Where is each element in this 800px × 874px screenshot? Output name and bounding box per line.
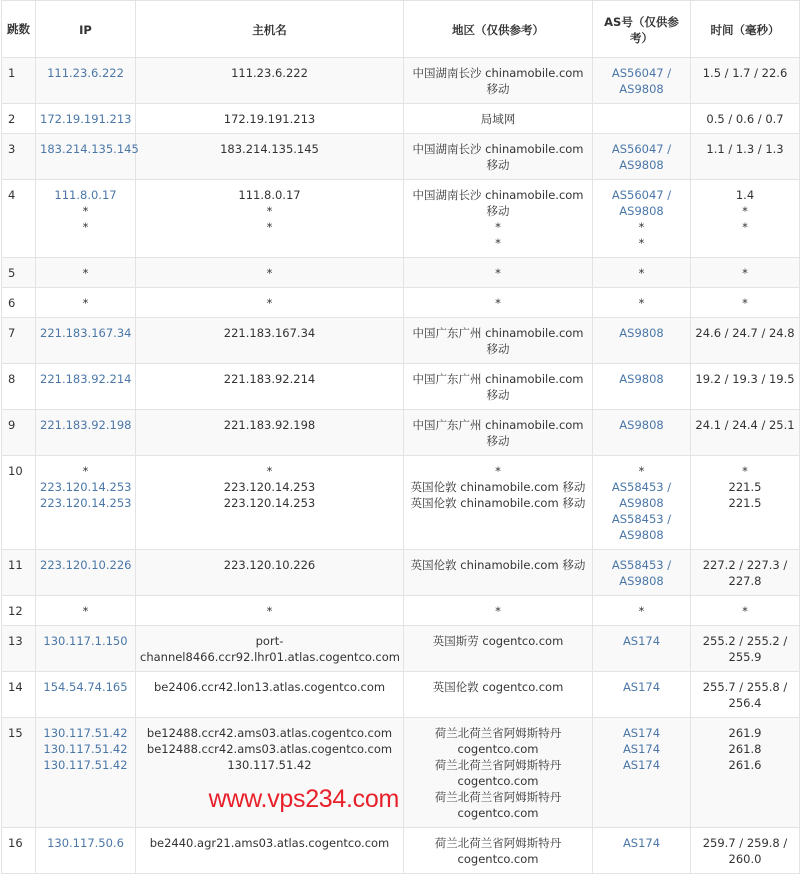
as-link[interactable]: AS58453 / AS9808 xyxy=(611,480,672,510)
time-cell-text: 221.5 xyxy=(728,480,762,494)
hostname-cell-text: * xyxy=(266,464,273,478)
hop-cell: 3 xyxy=(2,134,36,180)
location-cell-text: 荷兰北荷兰省阿姆斯特丹 cogentco.com xyxy=(434,836,562,866)
time-cell xyxy=(691,550,800,596)
table-row xyxy=(2,550,800,596)
ip-cell xyxy=(36,550,136,596)
ip-cell xyxy=(36,828,136,874)
as-cell xyxy=(593,626,691,672)
time-cell-text: 227.2 / 227.3 / 227.8 xyxy=(702,558,788,588)
hostname-cell xyxy=(136,58,404,104)
ip-link[interactable]: 183.214.135.145 xyxy=(40,142,139,156)
traceroute-table xyxy=(1,0,800,874)
time-cell xyxy=(691,364,800,410)
header-time: 时间（毫秒） xyxy=(691,1,800,58)
as-link[interactable]: AS56047 / AS9808 xyxy=(611,142,672,172)
table-header xyxy=(2,1,800,58)
hostname-cell-text: * xyxy=(266,604,273,618)
time-cell xyxy=(691,410,800,456)
hostname-cell-text: 111.8.0.17 xyxy=(238,188,301,202)
table-row xyxy=(2,596,800,626)
location-cell-text: 局域网 xyxy=(480,112,516,126)
time-cell-text: 1.1 / 1.3 / 1.3 xyxy=(706,142,784,156)
as-link[interactable]: AS174 xyxy=(622,836,661,850)
location-cell-text: 荷兰北荷兰省阿姆斯特丹 cogentco.com xyxy=(434,790,562,820)
location-cell xyxy=(404,104,593,134)
as-link[interactable]: AS58453 / AS9808 xyxy=(611,558,672,588)
hostname-cell xyxy=(136,258,404,288)
time-cell-text: 1.5 / 1.7 / 22.6 xyxy=(702,66,788,80)
header-as: AS号（仅供参考） xyxy=(593,1,691,58)
hostname-cell xyxy=(136,364,404,410)
as-cell-text: * xyxy=(638,266,645,280)
as-link[interactable]: AS174 xyxy=(622,758,661,772)
time-cell xyxy=(691,626,800,672)
location-cell xyxy=(404,318,593,364)
table-row xyxy=(2,410,800,456)
hostname-cell-text: * xyxy=(266,220,273,234)
location-cell-text: 中国广东广州 chinamobile.com 移动 xyxy=(412,418,584,448)
hop-cell: 16 xyxy=(2,828,36,874)
as-link[interactable]: AS9808 xyxy=(619,372,664,386)
hostname-cell-text: be2406.ccr42.lon13.atlas.cogentco.com xyxy=(153,680,386,694)
as-cell xyxy=(593,134,691,180)
ip-link[interactable]: 221.183.167.34 xyxy=(40,326,132,340)
hop-cell: 15 xyxy=(2,718,36,828)
ip-cell-text: * xyxy=(82,296,89,310)
as-cell xyxy=(593,828,691,874)
location-cell xyxy=(404,288,593,318)
time-cell xyxy=(691,596,800,626)
hostname-cell-text: port-channel8466.ccr92.lhr01.atlas.cogentco.com xyxy=(140,634,400,664)
time-cell-text: 24.1 / 24.4 / 25.1 xyxy=(695,418,795,432)
location-cell xyxy=(404,550,593,596)
as-link[interactable]: AS174 xyxy=(622,634,661,648)
hop-cell: 5 xyxy=(2,258,36,288)
time-cell-text: 255.7 / 255.8 / 256.4 xyxy=(702,680,788,710)
location-cell xyxy=(404,718,593,828)
as-cell xyxy=(593,364,691,410)
time-cell xyxy=(691,258,800,288)
time-cell xyxy=(691,104,800,134)
hostname-cell xyxy=(136,626,404,672)
location-cell-text: 中国广东广州 chinamobile.com 移动 xyxy=(412,372,584,402)
ip-cell xyxy=(36,58,136,104)
table-row xyxy=(2,626,800,672)
ip-cell xyxy=(36,456,136,550)
time-cell xyxy=(691,288,800,318)
hostname-cell xyxy=(136,180,404,258)
location-cell xyxy=(404,58,593,104)
as-link[interactable]: AS9808 xyxy=(619,326,664,340)
location-cell-text: 中国湖南长沙 chinamobile.com 移动 xyxy=(412,66,584,96)
ip-cell xyxy=(36,104,136,134)
hop-cell: 2 xyxy=(2,104,36,134)
hostname-cell-text: be12488.ccr42.ams03.atlas.cogentco.com xyxy=(146,726,393,740)
as-link[interactable]: AS56047 / AS9808 xyxy=(611,66,672,96)
location-cell-text: * xyxy=(495,296,501,310)
hop-cell: 14 xyxy=(2,672,36,718)
ip-cell-text: * xyxy=(82,266,89,280)
as-cell-text: * xyxy=(638,236,645,250)
ip-cell-text: * xyxy=(82,204,89,218)
table-row xyxy=(2,180,800,258)
time-cell-text: 1.4 xyxy=(735,188,755,202)
location-cell-text: * xyxy=(495,236,501,250)
location-cell-text: 中国湖南长沙 chinamobile.com 移动 xyxy=(412,188,584,218)
location-cell xyxy=(404,828,593,874)
time-cell-text: 255.2 / 255.2 / 255.9 xyxy=(702,634,788,664)
ip-cell-text: * xyxy=(82,220,89,234)
location-cell-text: 英国伦敦 cogentco.com xyxy=(432,680,564,694)
time-cell xyxy=(691,718,800,828)
as-cell xyxy=(593,596,691,626)
ip-cell xyxy=(36,258,136,288)
as-link[interactable]: AS9808 xyxy=(619,418,664,432)
time-cell-text: 221.5 xyxy=(728,496,762,510)
time-cell-text: 261.6 xyxy=(728,758,762,772)
as-cell-text: * xyxy=(638,296,645,310)
time-cell-text: * xyxy=(742,296,748,310)
location-cell-text: * xyxy=(495,604,501,618)
ip-link[interactable]: 111.23.6.222 xyxy=(47,66,124,80)
header-location: 地区（仅供参考） xyxy=(404,1,593,58)
time-cell-text: * xyxy=(742,204,748,218)
table-row xyxy=(2,718,800,828)
hostname-cell-text: 221.183.92.214 xyxy=(223,372,316,386)
ip-link[interactable]: 130.117.51.42 xyxy=(43,726,128,740)
header-hostname: 主机名 xyxy=(136,1,404,58)
time-cell-text: * xyxy=(742,464,748,478)
location-cell-text: 英国伦敦 chinamobile.com 移动 xyxy=(410,480,586,494)
hostname-cell-text: be12488.ccr42.ams03.atlas.cogentco.com xyxy=(146,742,393,756)
ip-cell xyxy=(36,180,136,258)
ip-cell xyxy=(36,410,136,456)
as-cell xyxy=(593,410,691,456)
table-row xyxy=(2,828,800,874)
ip-cell xyxy=(36,134,139,180)
location-cell-text: 荷兰北荷兰省阿姆斯特丹 cogentco.com xyxy=(434,726,562,756)
location-cell xyxy=(404,180,593,258)
hostname-cell-text: * xyxy=(266,296,273,310)
ip-link[interactable]: 223.120.10.226 xyxy=(40,558,132,572)
location-cell-text: 中国湖南长沙 chinamobile.com 移动 xyxy=(412,142,584,172)
as-cell-text: * xyxy=(638,604,645,618)
ip-link[interactable]: 223.120.14.253 xyxy=(40,496,132,510)
as-link[interactable]: AS58453 / AS9808 xyxy=(611,512,672,542)
ip-cell xyxy=(36,364,136,410)
hostname-cell-text: 172.19.191.213 xyxy=(223,112,316,126)
location-cell-text: 英国斯劳 cogentco.com xyxy=(432,634,564,648)
table-row xyxy=(2,134,800,180)
location-cell xyxy=(404,364,593,410)
hostname-cell-text: 111.23.6.222 xyxy=(231,66,308,80)
location-cell xyxy=(404,596,593,626)
as-cell xyxy=(593,672,691,718)
as-link[interactable]: AS174 xyxy=(622,742,661,756)
hop-cell: 10 xyxy=(2,456,36,550)
time-cell xyxy=(691,672,800,718)
time-cell-text: 24.6 / 24.7 / 24.8 xyxy=(695,326,795,340)
location-cell xyxy=(404,258,593,288)
ip-link[interactable]: 130.117.51.42 xyxy=(43,742,128,756)
hostname-cell xyxy=(136,104,404,134)
hop-cell: 7 xyxy=(2,318,36,364)
hostname-cell xyxy=(136,134,404,180)
hostname-cell xyxy=(136,672,404,718)
hostname-cell xyxy=(136,718,404,828)
header-ip: IP xyxy=(36,1,136,58)
hostname-cell xyxy=(136,410,404,456)
ip-link[interactable]: 221.183.92.214 xyxy=(40,372,132,386)
as-cell xyxy=(593,180,691,258)
hop-cell: 6 xyxy=(2,288,36,318)
hostname-cell-text: 183.214.135.145 xyxy=(220,142,319,156)
hop-cell: 13 xyxy=(2,626,36,672)
ip-link[interactable]: 130.117.1.150 xyxy=(43,634,128,648)
time-cell xyxy=(691,318,800,364)
ip-cell xyxy=(36,596,136,626)
as-cell-text: * xyxy=(638,464,645,478)
time-cell-text: 19.2 / 19.3 / 19.5 xyxy=(695,372,795,386)
hostname-cell xyxy=(136,456,404,550)
hostname-cell-text: 130.117.51.42 xyxy=(227,758,312,772)
location-cell-text: * xyxy=(495,464,501,478)
as-cell xyxy=(593,104,691,134)
hostname-cell-text: 223.120.14.253 xyxy=(223,480,316,494)
table-row xyxy=(2,672,800,718)
hostname-cell-text: * xyxy=(266,204,273,218)
time-cell-text: 261.9 xyxy=(728,726,762,740)
table-row xyxy=(2,288,800,318)
ip-cell xyxy=(36,718,136,828)
hostname-cell xyxy=(136,550,404,596)
as-link[interactable]: AS56047 / AS9808 xyxy=(611,188,672,218)
as-cell xyxy=(593,718,691,828)
watermark: www.vps234.com xyxy=(208,785,399,813)
as-cell xyxy=(593,456,691,550)
hostname-cell-text: * xyxy=(266,266,273,280)
location-cell-text: * xyxy=(495,266,501,280)
location-cell-text: 中国广东广州 chinamobile.com 移动 xyxy=(412,326,584,356)
hop-cell: 8 xyxy=(2,364,36,410)
as-link[interactable]: AS174 xyxy=(622,726,661,740)
ip-cell xyxy=(36,288,136,318)
location-cell-text: * xyxy=(495,220,501,234)
header-hop: 跳数 xyxy=(2,1,36,58)
time-cell xyxy=(691,828,800,874)
time-cell-text: * xyxy=(742,220,748,234)
hostname-cell xyxy=(136,318,404,364)
table-row xyxy=(2,456,800,550)
ip-cell-text: * xyxy=(82,464,89,478)
hop-cell: 12 xyxy=(2,596,36,626)
ip-link[interactable]: 130.117.51.42 xyxy=(43,758,128,772)
time-cell xyxy=(691,58,800,104)
hop-cell: 11 xyxy=(2,550,36,596)
ip-link[interactable]: 221.183.92.198 xyxy=(40,418,132,432)
table-row xyxy=(2,258,800,288)
location-cell-text: 英国伦敦 chinamobile.com 移动 xyxy=(410,496,586,510)
as-cell xyxy=(593,288,691,318)
hostname-cell-text: 223.120.10.226 xyxy=(223,558,316,572)
location-cell xyxy=(404,456,593,550)
as-cell xyxy=(593,258,691,288)
ip-cell-text: * xyxy=(82,604,89,618)
hop-cell: 4 xyxy=(2,180,36,258)
time-cell xyxy=(691,180,800,258)
ip-link[interactable]: 223.120.14.253 xyxy=(40,480,132,494)
ip-link[interactable]: 154.54.74.165 xyxy=(43,680,128,694)
hop-cell: 9 xyxy=(2,410,36,456)
hostname-cell xyxy=(136,828,404,874)
time-cell-text: 259.7 / 259.8 / 260.0 xyxy=(702,836,788,866)
time-cell xyxy=(691,456,800,550)
ip-cell xyxy=(36,626,136,672)
as-cell xyxy=(593,550,691,596)
hostname-cell-text: 221.183.167.34 xyxy=(223,326,316,340)
time-cell-text: * xyxy=(742,604,748,618)
ip-cell xyxy=(36,318,136,364)
location-cell xyxy=(404,626,593,672)
location-cell xyxy=(404,672,593,718)
location-cell-text: 英国伦敦 chinamobile.com 移动 xyxy=(410,558,586,572)
time-cell xyxy=(691,134,800,180)
as-cell xyxy=(593,318,691,364)
location-cell-text: 荷兰北荷兰省阿姆斯特丹 cogentco.com xyxy=(434,758,562,788)
hostname-cell-text: 223.120.14.253 xyxy=(223,496,316,510)
hostname-cell-text: 221.183.92.198 xyxy=(223,418,316,432)
location-cell xyxy=(404,410,593,456)
hop-cell: 1 xyxy=(2,58,36,104)
ip-cell xyxy=(36,672,136,718)
as-cell-text: * xyxy=(638,220,645,234)
location-cell xyxy=(404,134,593,180)
time-cell-text: 0.5 / 0.6 / 0.7 xyxy=(706,112,784,126)
hostname-cell xyxy=(136,596,404,626)
table-row xyxy=(2,104,800,134)
time-cell-text: * xyxy=(742,266,748,280)
hostname-cell-text: be2440.agr21.ams03.atlas.cogentco.com xyxy=(149,836,390,850)
ip-link[interactable]: 130.117.50.6 xyxy=(47,836,124,850)
ip-link[interactable]: 111.8.0.17 xyxy=(54,188,117,202)
table-row xyxy=(2,58,800,104)
table-row xyxy=(2,364,800,410)
ip-link[interactable]: 172.19.191.213 xyxy=(40,112,132,126)
table-row xyxy=(2,318,800,364)
hostname-cell xyxy=(136,288,404,318)
time-cell-text: 261.8 xyxy=(728,742,762,756)
as-cell xyxy=(593,58,691,104)
as-link[interactable]: AS174 xyxy=(622,680,661,694)
